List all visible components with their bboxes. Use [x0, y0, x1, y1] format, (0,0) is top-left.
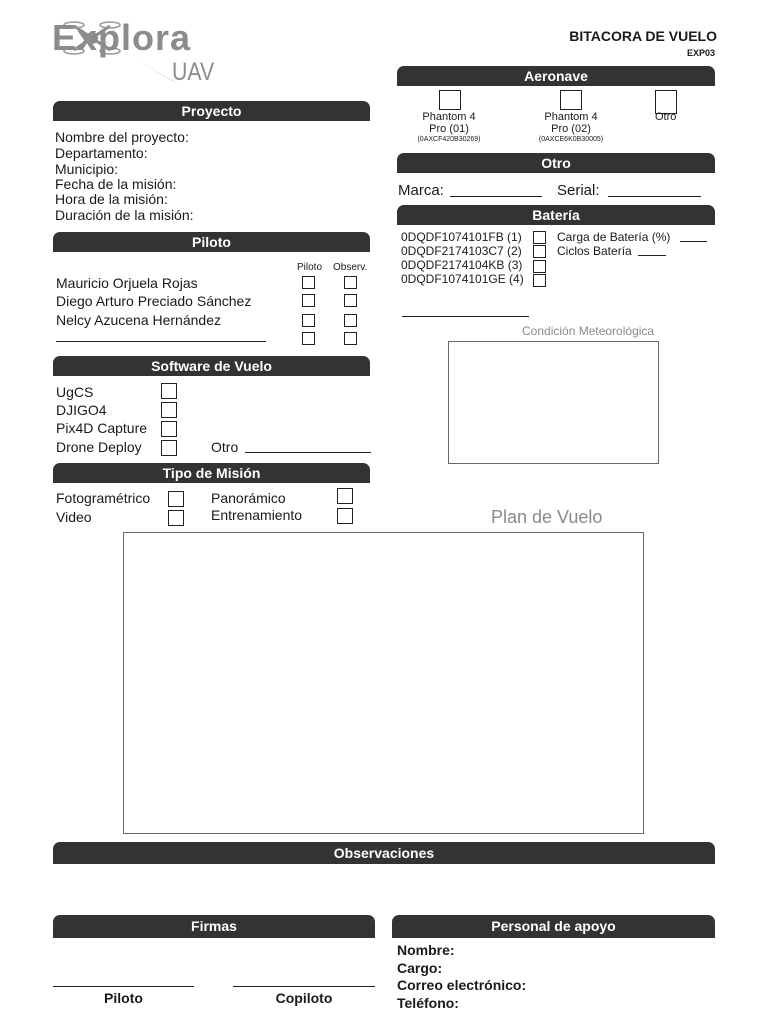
- firma-piloto-label: Piloto: [104, 990, 143, 1006]
- battery-cycles-label: Ciclos Batería: [557, 244, 632, 258]
- section-tipo-header: Tipo de Misión: [53, 463, 370, 483]
- firma-copiloto-line[interactable]: [233, 986, 375, 987]
- software-dronedeploy-checkbox[interactable]: [161, 440, 177, 456]
- software-pix4d: Pix4D Capture: [56, 420, 148, 436]
- pilot-checkbox-3[interactable]: [302, 314, 315, 327]
- section-aeronave-header: Aeronave: [397, 66, 715, 86]
- proyecto-field-duration: Duración de la misión:: [55, 207, 194, 223]
- section-piloto-header: Piloto: [53, 232, 370, 252]
- meteo-box[interactable]: [448, 341, 659, 464]
- battery-2-checkbox[interactable]: [533, 245, 546, 258]
- pilot-name-blank-line[interactable]: [56, 341, 266, 342]
- otro-serial-line[interactable]: [608, 196, 701, 197]
- section-apoyo-header: Personal de apoyo: [392, 915, 715, 938]
- tipo-video-checkbox[interactable]: [168, 510, 184, 526]
- pilot-name-1: Mauricio Orjuela Rojas: [56, 275, 198, 291]
- battery-1-checkbox[interactable]: [533, 231, 546, 244]
- otro-marca-label: Marca:: [398, 182, 444, 199]
- aircraft-1-checkbox[interactable]: [439, 90, 461, 110]
- firma-copiloto-label: Copiloto: [275, 990, 333, 1006]
- battery-cycles-line[interactable]: [638, 255, 666, 256]
- battery-3-checkbox[interactable]: [533, 260, 546, 273]
- software-dronedeploy: Drone Deploy: [56, 439, 142, 455]
- battery-other-line[interactable]: [402, 316, 529, 317]
- pilot-name-2: Diego Arturo Preciado Sánchez: [56, 293, 252, 309]
- proyecto-field-department: Departamento:: [55, 145, 148, 161]
- otro-marca-line[interactable]: [450, 196, 542, 197]
- aircraft-1-name: Phantom 4: [422, 111, 476, 123]
- battery-4: 0DQDF1074101GE (4): [401, 272, 524, 286]
- plan-title: Plan de Vuelo: [491, 507, 603, 527]
- proyecto-field-name: Nombre del proyecto:: [55, 129, 189, 145]
- tipo-video: Video: [56, 509, 92, 525]
- section-observaciones-header: Observaciones: [53, 842, 715, 864]
- pilot-checkbox-1[interactable]: [302, 276, 315, 289]
- aircraft-other-label: Otro: [655, 111, 677, 123]
- aircraft-2-name: Phantom 4: [544, 111, 598, 123]
- pilot-name-3: Nelcy Azucena Hernández: [56, 312, 221, 328]
- logo-word: Explora: [52, 17, 192, 58]
- tipo-entrenamiento: Entrenamiento: [211, 507, 303, 523]
- aircraft-2-model: Pro (02): [551, 123, 591, 135]
- firma-piloto-line[interactable]: [53, 986, 194, 987]
- section-proyecto-header: Proyecto: [53, 101, 370, 121]
- pilot-checkbox-2[interactable]: [302, 294, 315, 307]
- battery-2: 0DQDF2174103C7 (2): [401, 244, 522, 258]
- apoyo-nombre: Nombre:: [397, 942, 455, 958]
- software-djigo4: DJIGO4: [56, 402, 107, 418]
- section-firmas-header: Firmas: [53, 915, 375, 938]
- battery-charge-line[interactable]: [680, 241, 707, 242]
- aircraft-2-serial: (0AXCE6K0B30005): [538, 136, 604, 143]
- battery-3: 0DQDF2174104KB (3): [401, 258, 523, 272]
- aircraft-1-model: Pro (01): [429, 123, 469, 135]
- tipo-panoramico-checkbox[interactable]: [337, 488, 353, 504]
- piloto-column-header: Piloto: [297, 262, 323, 273]
- observ-checkbox-2[interactable]: [344, 294, 357, 307]
- otro-serial-label: Serial:: [557, 182, 600, 199]
- software-other-line[interactable]: [245, 452, 371, 453]
- apoyo-cargo: Cargo:: [397, 960, 443, 976]
- observ-checkbox-3[interactable]: [344, 314, 357, 327]
- section-otro-header: Otro: [397, 153, 715, 173]
- tipo-entrenamiento-checkbox[interactable]: [337, 508, 353, 524]
- software-djigo4-checkbox[interactable]: [161, 402, 177, 418]
- proyecto-field-date: Fecha de la misión:: [55, 176, 177, 192]
- apoyo-telefono: Teléfono:: [397, 995, 459, 1011]
- observ-checkbox-4[interactable]: [344, 332, 357, 345]
- software-ugcs: UgCS: [56, 384, 94, 400]
- observ-checkbox-1[interactable]: [344, 276, 357, 289]
- apoyo-correo: Correo electrónico:: [397, 977, 527, 993]
- section-software-header: Software de Vuelo: [53, 356, 370, 376]
- battery-1: 0DQDF1074101FB (1): [401, 230, 522, 244]
- meteo-title: Condición Meteorológica: [522, 324, 655, 338]
- plan-box[interactable]: [123, 532, 644, 834]
- software-other-label: Otro: [211, 439, 239, 455]
- logo: [50, 12, 225, 92]
- software-ugcs-checkbox[interactable]: [161, 383, 177, 399]
- observ-column-header: Observ.: [333, 262, 368, 273]
- battery-charge-label: Carga de Batería (%): [557, 230, 671, 244]
- proyecto-field-municipality: Municipio:: [55, 161, 119, 177]
- proyecto-field-time: Hora de la misión:: [55, 191, 168, 207]
- tipo-panoramico: Panorámico: [211, 490, 286, 506]
- section-bateria-header: Batería: [397, 205, 715, 225]
- form-title: BITACORA DE VUELO: [569, 28, 717, 44]
- tipo-fotogrametrico: Fotogramétrico: [56, 490, 151, 506]
- tipo-fotogrametrico-checkbox[interactable]: [168, 491, 184, 507]
- pilot-checkbox-4[interactable]: [302, 332, 315, 345]
- logo-sub: UAV: [172, 58, 215, 86]
- aircraft-1-serial: (0AXCF420B30269): [417, 136, 481, 143]
- aircraft-2-checkbox[interactable]: [560, 90, 582, 110]
- form-code: EXP03: [686, 48, 715, 58]
- software-pix4d-checkbox[interactable]: [161, 421, 177, 437]
- battery-4-checkbox[interactable]: [533, 274, 546, 287]
